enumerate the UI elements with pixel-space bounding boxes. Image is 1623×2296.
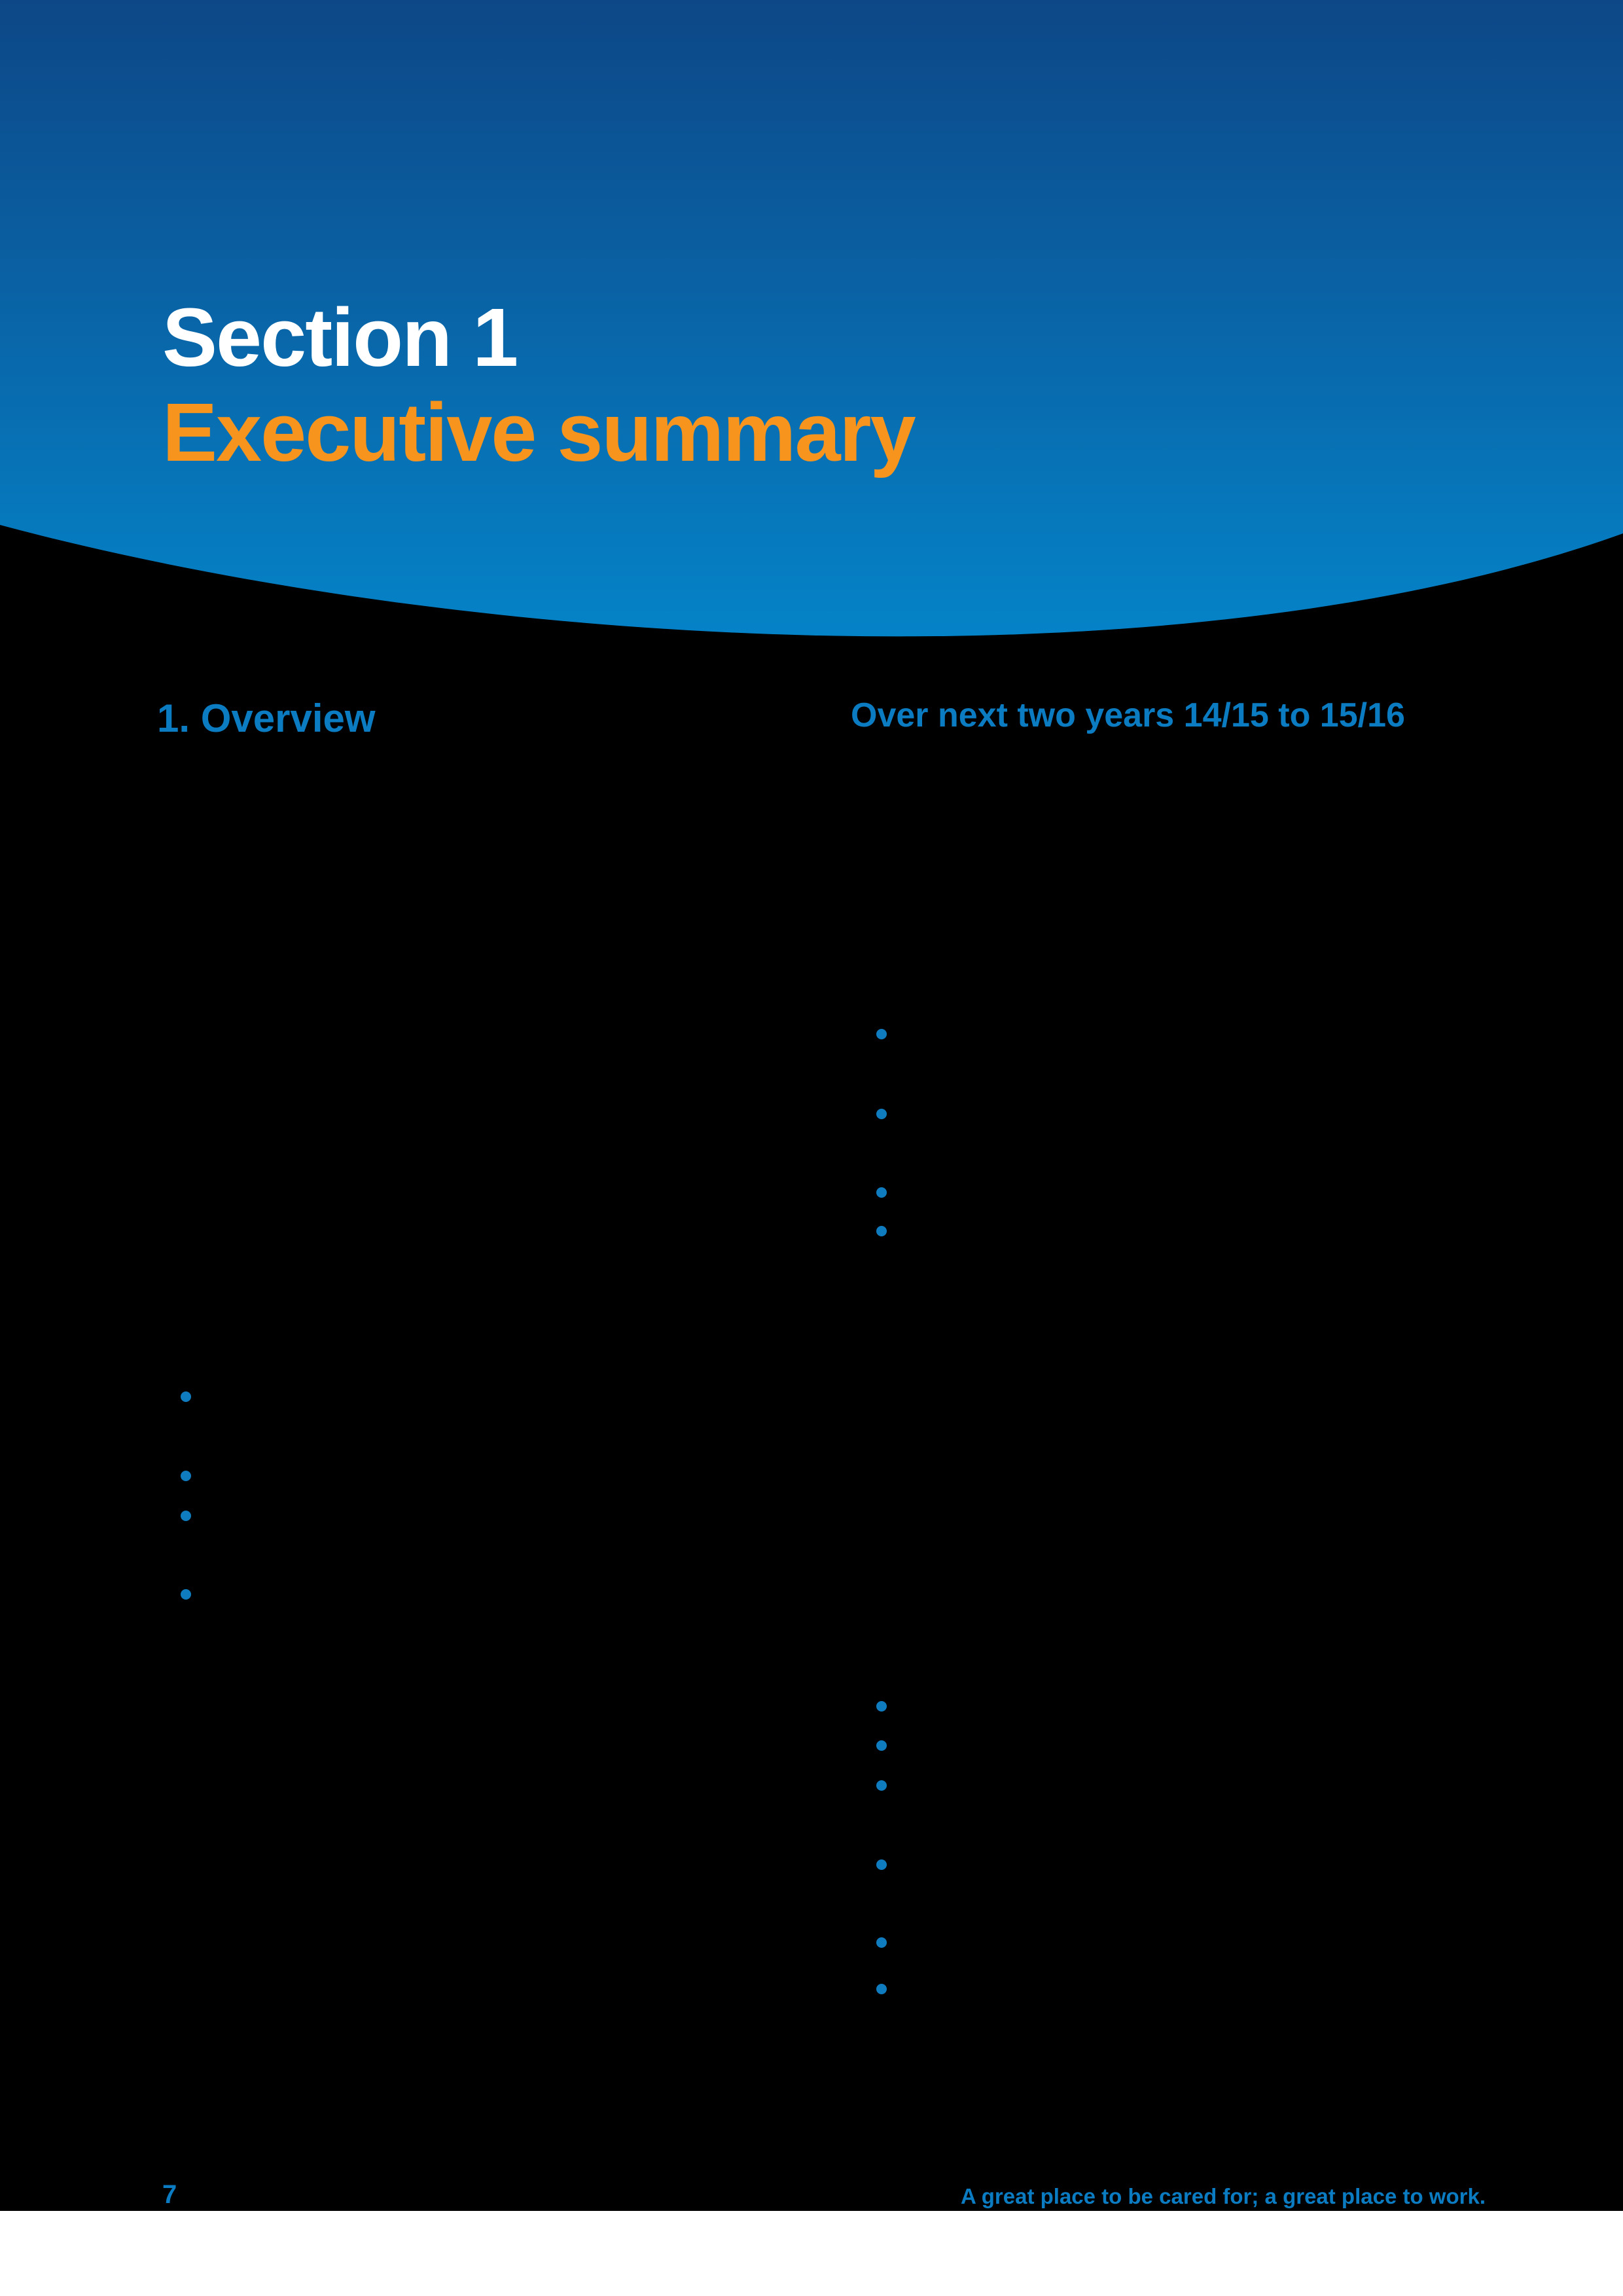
bullet-dot [181,1391,191,1402]
footer-tagline: A great place to be cared for; a great place to work. [960,2184,1486,2208]
page-number: 7 [162,2180,177,2209]
section-header [162,290,915,480]
bullet-dot [876,1937,887,1948]
bullet-dot [181,1589,191,1600]
section-label: Section 1 [162,291,518,384]
bullet-dot [876,1984,887,1994]
bullet-dot [181,1511,191,1521]
bullet-dot [876,1701,887,1712]
bullet-dot [876,1187,887,1198]
bullet-dot [876,1859,887,1870]
bullet-dot [876,1780,887,1791]
bullet-dot [876,1226,887,1236]
bullet-dot [876,1109,887,1119]
overview-heading: 1. Overview [157,696,376,740]
section-title: Executive summary [162,386,915,478]
bottom-margin-strip [0,2211,1623,2296]
years-heading: Over next two years 14/15 to 15/16 [851,696,1405,734]
bullet-dot [876,1740,887,1751]
bullet-dot [181,1471,191,1481]
bullet-dot [876,1029,887,1039]
